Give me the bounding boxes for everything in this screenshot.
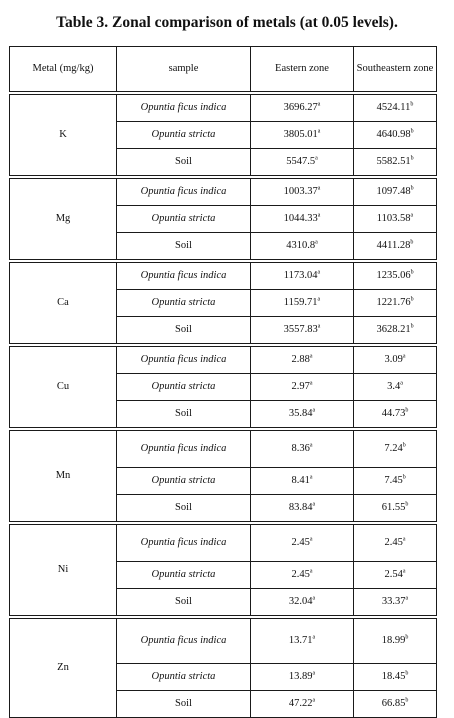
eastern-significance-letter: a bbox=[312, 407, 316, 414]
southeastern-significance-letter: b bbox=[405, 501, 409, 508]
southeastern-value: 1103.58 bbox=[376, 212, 411, 224]
header-eastern: Eastern zone bbox=[251, 47, 354, 92]
sample-cell: Soil bbox=[117, 691, 251, 718]
eastern-significance-letter: a bbox=[317, 296, 321, 303]
sample-cell: Opuntia ficus indica bbox=[117, 431, 251, 468]
sample-cell: Opuntia stricta bbox=[117, 664, 251, 691]
southeastern-significance-letter: a bbox=[402, 536, 406, 543]
header-sample: sample bbox=[117, 47, 251, 92]
table-title: Table 3. Zonal comparison of metals (at 0.05 levels). bbox=[56, 14, 398, 31]
southeastern-significance-letter: a bbox=[400, 380, 403, 387]
southeastern-value-cell bbox=[354, 664, 437, 691]
southeastern-value: 18.45 bbox=[381, 670, 406, 682]
table-row bbox=[10, 263, 437, 290]
eastern-value-cell bbox=[251, 562, 354, 589]
eastern-value: 2.97 bbox=[291, 380, 310, 392]
eastern-value: 4310.8 bbox=[286, 239, 316, 251]
metal-cell: Cu bbox=[10, 347, 117, 428]
eastern-significance-letter: a bbox=[317, 323, 321, 330]
table-row bbox=[10, 179, 437, 206]
southeastern-value-cell bbox=[354, 263, 437, 290]
metal-cell: K bbox=[10, 95, 117, 176]
southeastern-value: 7.24 bbox=[384, 442, 403, 454]
eastern-significance-letter: a bbox=[317, 185, 321, 192]
southeastern-value: 18.99 bbox=[381, 634, 406, 646]
eastern-significance-letter: a bbox=[309, 568, 313, 575]
southeastern-value: 1235.06 bbox=[376, 269, 411, 281]
eastern-value: 35.84 bbox=[288, 407, 313, 419]
eastern-value-cell bbox=[251, 95, 354, 122]
southeastern-value: 33.37 bbox=[381, 595, 406, 607]
eastern-value: 3805.01 bbox=[283, 128, 318, 140]
eastern-significance-letter: a bbox=[312, 670, 316, 677]
header-southeastern: Southeastern zone bbox=[354, 47, 437, 92]
southeastern-value: 2.45 bbox=[384, 536, 403, 548]
eastern-significance-letter: a bbox=[309, 474, 313, 481]
table-row bbox=[10, 525, 437, 562]
southeastern-significance-letter: b bbox=[410, 323, 414, 330]
header-row bbox=[10, 47, 437, 92]
eastern-value: 1159.71 bbox=[283, 296, 318, 308]
eastern-value: 1003.37 bbox=[283, 185, 318, 197]
metal-cell: Ni bbox=[10, 525, 117, 616]
table-row bbox=[10, 95, 437, 122]
sample-cell: Opuntia stricta bbox=[117, 374, 251, 401]
header-metal: Metal (mg/kg) bbox=[10, 47, 117, 92]
sample-cell: Soil bbox=[117, 495, 251, 522]
southeastern-value-cell bbox=[354, 691, 437, 718]
eastern-value-cell bbox=[251, 691, 354, 718]
eastern-value-cell bbox=[251, 122, 354, 149]
southeastern-value: 61.55 bbox=[381, 501, 406, 513]
southeastern-value: 5582.51 bbox=[376, 155, 411, 167]
eastern-value-cell bbox=[251, 233, 354, 260]
eastern-value-cell bbox=[251, 401, 354, 428]
eastern-significance-letter: a bbox=[312, 595, 316, 602]
eastern-value-cell bbox=[251, 495, 354, 522]
southeastern-significance-letter: b bbox=[405, 697, 409, 704]
southeastern-value-cell bbox=[354, 95, 437, 122]
southeastern-value-cell bbox=[354, 589, 437, 616]
southeastern-significance-letter: b bbox=[405, 670, 409, 677]
eastern-significance-letter: a bbox=[317, 212, 321, 219]
southeastern-significance-letter: b bbox=[405, 407, 409, 414]
southeastern-value-cell bbox=[354, 525, 437, 562]
southeastern-significance-letter: b bbox=[410, 155, 414, 162]
southeastern-value: 3628.21 bbox=[376, 323, 411, 335]
eastern-value-cell bbox=[251, 263, 354, 290]
southeastern-value: 3.4 bbox=[387, 380, 401, 392]
eastern-value: 8.41 bbox=[291, 474, 310, 486]
sample-cell: Opuntia ficus indica bbox=[117, 95, 251, 122]
southeastern-value: 4640.98 bbox=[376, 128, 411, 140]
eastern-value: 2.88 bbox=[291, 353, 310, 365]
southeastern-value-cell bbox=[354, 122, 437, 149]
southeastern-value: 1097.48 bbox=[376, 185, 411, 197]
eastern-significance-letter: a bbox=[315, 155, 318, 162]
eastern-value-cell bbox=[251, 468, 354, 495]
eastern-significance-letter: a bbox=[309, 442, 313, 449]
eastern-value: 1044.33 bbox=[283, 212, 318, 224]
southeastern-value: 2.54 bbox=[384, 568, 403, 580]
table-body bbox=[10, 92, 437, 718]
sample-cell: Opuntia stricta bbox=[117, 290, 251, 317]
southeastern-significance-letter: b bbox=[410, 185, 414, 192]
southeastern-significance-letter: b bbox=[405, 634, 409, 641]
metal-cell: Mg bbox=[10, 179, 117, 260]
southeastern-value-cell bbox=[354, 290, 437, 317]
southeastern-value-cell bbox=[354, 149, 437, 176]
sample-cell: Opuntia stricta bbox=[117, 122, 251, 149]
metal-cell: Zn bbox=[10, 619, 117, 718]
eastern-significance-letter: a bbox=[312, 697, 316, 704]
southeastern-value-cell bbox=[354, 317, 437, 344]
eastern-value-cell bbox=[251, 374, 354, 401]
southeastern-value-cell bbox=[354, 233, 437, 260]
eastern-significance-letter: a bbox=[312, 501, 316, 508]
table-row bbox=[10, 431, 437, 468]
southeastern-value-cell bbox=[354, 206, 437, 233]
metals-table bbox=[9, 46, 437, 718]
southeastern-value: 3.09 bbox=[384, 353, 403, 365]
eastern-value: 32.04 bbox=[288, 595, 313, 607]
eastern-value-cell bbox=[251, 206, 354, 233]
southeastern-significance-letter: b bbox=[402, 442, 406, 449]
eastern-value: 2.45 bbox=[291, 568, 310, 580]
southeastern-value-cell bbox=[354, 401, 437, 428]
sample-cell: Soil bbox=[117, 589, 251, 616]
southeastern-value-cell bbox=[354, 495, 437, 522]
eastern-significance-letter: a bbox=[317, 101, 321, 108]
eastern-significance-letter: a bbox=[312, 634, 316, 641]
sample-cell: Opuntia ficus indica bbox=[117, 179, 251, 206]
southeastern-value-cell bbox=[354, 562, 437, 589]
eastern-significance-letter: a bbox=[309, 353, 313, 360]
eastern-value-cell bbox=[251, 664, 354, 691]
eastern-value-cell bbox=[251, 589, 354, 616]
table-row bbox=[10, 347, 437, 374]
southeastern-significance-letter: b bbox=[410, 239, 414, 246]
sample-cell: Opuntia ficus indica bbox=[117, 619, 251, 664]
eastern-value: 1173.04 bbox=[283, 269, 318, 281]
eastern-value: 13.71 bbox=[288, 634, 313, 646]
eastern-value: 13.89 bbox=[288, 670, 313, 682]
southeastern-value: 1221.76 bbox=[376, 296, 411, 308]
southeastern-significance-letter: a bbox=[402, 568, 406, 575]
sample-cell: Opuntia ficus indica bbox=[117, 263, 251, 290]
metal-cell: Ca bbox=[10, 263, 117, 344]
sample-cell: Opuntia stricta bbox=[117, 206, 251, 233]
southeastern-significance-letter: a bbox=[405, 595, 409, 602]
eastern-value-cell bbox=[251, 347, 354, 374]
southeastern-significance-letter: a bbox=[402, 353, 406, 360]
southeastern-value-cell bbox=[354, 374, 437, 401]
sample-cell: Soil bbox=[117, 401, 251, 428]
eastern-significance-letter: a bbox=[317, 269, 321, 276]
southeastern-significance-letter: b bbox=[410, 128, 414, 135]
sample-cell: Opuntia ficus indica bbox=[117, 525, 251, 562]
eastern-value-cell bbox=[251, 149, 354, 176]
southeastern-value: 4411.28 bbox=[376, 239, 411, 251]
southeastern-significance-letter: b bbox=[410, 269, 414, 276]
eastern-value-cell bbox=[251, 525, 354, 562]
eastern-value-cell bbox=[251, 179, 354, 206]
southeastern-value: 66.85 bbox=[381, 697, 406, 709]
eastern-significance-letter: a bbox=[317, 128, 321, 135]
metal-cell: Mn bbox=[10, 431, 117, 522]
southeastern-value: 4524.11 bbox=[376, 101, 411, 113]
eastern-value: 2.45 bbox=[291, 536, 310, 548]
eastern-value: 3696.27 bbox=[283, 101, 318, 113]
southeastern-value-cell bbox=[354, 347, 437, 374]
southeastern-value: 44.73 bbox=[381, 407, 406, 419]
eastern-significance-letter: a bbox=[309, 380, 313, 387]
eastern-value: 8.36 bbox=[291, 442, 310, 454]
sample-cell: Soil bbox=[117, 233, 251, 260]
southeastern-value: 7.45 bbox=[384, 474, 403, 486]
sample-cell: Soil bbox=[117, 317, 251, 344]
southeastern-value-cell bbox=[354, 179, 437, 206]
southeastern-significance-letter: b bbox=[410, 101, 414, 108]
eastern-value-cell bbox=[251, 619, 354, 664]
sample-cell: Soil bbox=[117, 149, 251, 176]
southeastern-value-cell bbox=[354, 619, 437, 664]
southeastern-significance-letter: b bbox=[410, 296, 414, 303]
eastern-value-cell bbox=[251, 431, 354, 468]
eastern-significance-letter: a bbox=[309, 536, 313, 543]
southeastern-value-cell bbox=[354, 468, 437, 495]
sample-cell: Opuntia ficus indica bbox=[117, 347, 251, 374]
southeastern-significance-letter: b bbox=[402, 474, 406, 481]
southeastern-significance-letter: a bbox=[410, 212, 414, 219]
southeastern-value-cell bbox=[354, 431, 437, 468]
eastern-value: 5547.5 bbox=[286, 155, 316, 167]
sample-cell: Opuntia stricta bbox=[117, 562, 251, 589]
table-row bbox=[10, 619, 437, 664]
eastern-value-cell bbox=[251, 290, 354, 317]
eastern-value: 83.84 bbox=[288, 501, 313, 513]
eastern-significance-letter: a bbox=[315, 239, 318, 246]
eastern-value-cell bbox=[251, 317, 354, 344]
eastern-value: 3557.83 bbox=[283, 323, 318, 335]
sample-cell: Opuntia stricta bbox=[117, 468, 251, 495]
eastern-value: 47.22 bbox=[288, 697, 313, 709]
